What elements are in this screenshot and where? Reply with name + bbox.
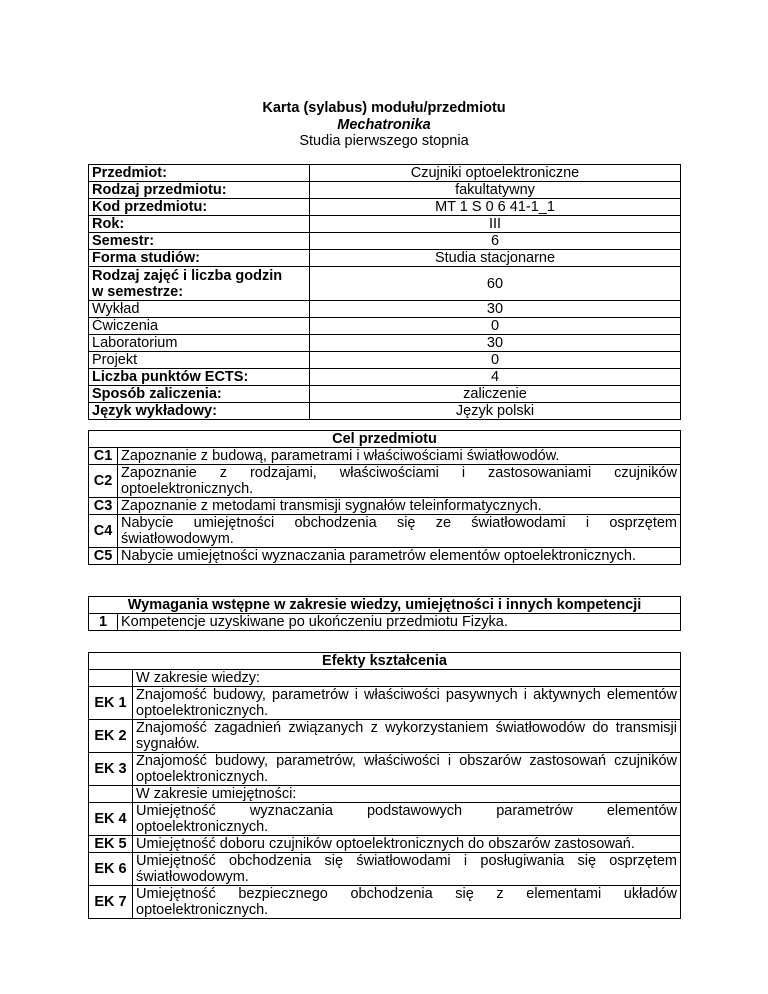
item-code: EK 7: [89, 886, 133, 919]
info-label: Liczba punktów ECTS:: [89, 369, 310, 386]
item-text: Umiejętność bezpiecznego obchodzenia się z elementami układów optoelektronicznych.: [133, 886, 681, 919]
info-value: Studia stacjonarne: [310, 250, 681, 267]
goal-row: [89, 515, 681, 548]
info-value: Język polski: [310, 403, 681, 420]
outcome-row: [89, 886, 681, 919]
info-label: Wykład: [89, 301, 310, 318]
item-code: EK 2: [89, 720, 133, 753]
info-value: 4: [310, 369, 681, 386]
info-label: Laboratorium: [89, 335, 310, 352]
info-row: [89, 369, 681, 386]
info-label: Przedmiot:: [89, 165, 310, 182]
item-text: Znajomość budowy, parametrów, właściwości i obszarów zastosowań czujników optoelektronicznych.: [133, 753, 681, 786]
requirement-row: [89, 614, 681, 631]
item-code: EK 6: [89, 853, 133, 886]
item-code: EK 1: [89, 687, 133, 720]
goal-row: [89, 498, 681, 515]
info-value: zaliczenie: [310, 386, 681, 403]
info-label: Rok:: [89, 216, 310, 233]
outcome-row: [89, 753, 681, 786]
item-text: Zapoznanie z metodami transmisji sygnałów teleinformatycznych.: [118, 498, 681, 515]
info-label: Ćwiczenia: [89, 318, 310, 335]
info-row: [89, 403, 681, 420]
info-row: [89, 250, 681, 267]
item-code: EK 5: [89, 836, 133, 853]
item-code: C5: [89, 548, 118, 565]
info-row: [89, 182, 681, 199]
info-value: 0: [310, 352, 681, 369]
info-value: III: [310, 216, 681, 233]
goal-row: [89, 448, 681, 465]
info-label: Sposób zaliczenia:: [89, 386, 310, 403]
info-row: [89, 267, 681, 301]
info-row: [89, 165, 681, 182]
info-label: Język wykładowy:: [89, 403, 310, 420]
item-text: Zapoznanie z budową, parametrami i właściwościami światłowodów.: [118, 448, 681, 465]
item-text: Nabycie umiejętności wyznaczania parametrów elementów optoelektronicznych.: [118, 548, 681, 565]
info-value: MT 1 S 0 6 41-1_1: [310, 199, 681, 216]
item-text: Umiejętność obchodzenia się światłowodami i posługiwania się osprzętem światłowodowym.: [133, 853, 681, 886]
item-code: C3: [89, 498, 118, 515]
outcome-row: [89, 803, 681, 836]
item-code: C4: [89, 515, 118, 548]
item-text: Znajomość zagadnień związanych z wykorzystaniem światłowodów do transmisji sygnałów.: [133, 720, 681, 753]
learning-outcomes-table: [88, 652, 681, 919]
outcome-code: [89, 786, 133, 803]
item-code: EK 3: [89, 753, 133, 786]
item-text: Kompetencje uzyskiwane po ukończeniu przedmiotu Fizyka.: [118, 614, 681, 631]
info-value: fakultatywny: [310, 182, 681, 199]
document-header: [0, 100, 768, 150]
item-text: Umiejętność wyznaczania podstawowych parametrów elementów optoelektronicznych.: [133, 803, 681, 836]
item-code: 1: [89, 614, 118, 631]
info-value: 60: [310, 267, 681, 301]
outcome-row: [89, 836, 681, 853]
outcome-row: [89, 853, 681, 886]
item-code: EK 4: [89, 803, 133, 836]
item-text: Zapoznanie z rodzajami, właściwościami i zastosowaniami czujników optoelektronicznych.: [118, 465, 681, 498]
info-value: 6: [310, 233, 681, 250]
info-label: Semestr:: [89, 233, 310, 250]
outcome-code: [89, 670, 133, 687]
syllabus-title: Karta (sylabus) modułu/przedmiotu: [262, 100, 506, 116]
info-value: 30: [310, 301, 681, 318]
info-value: 0: [310, 318, 681, 335]
info-value: Czujniki optoelektroniczne: [310, 165, 681, 182]
requirements-title: Wymagania wstępne w zakresie wiedzy, umiejętności i innych kompetencji: [89, 597, 681, 614]
subject-name: Mechatronika: [337, 116, 431, 133]
item-code: C2: [89, 465, 118, 498]
info-label: Rodzaj przedmiotu:: [89, 182, 310, 199]
item-text: Znajomość budowy, parametrów i właściwości pasywnych i aktywnych elementów optoelektronicznych.: [133, 687, 681, 720]
item-text: Umiejętność doboru czujników optoelektronicznych do obszarów zastosowań.: [133, 836, 681, 853]
item-text: Nabycie umiejętności obchodzenia się ze światłowodami i osprzętem światłowodowym.: [118, 515, 681, 548]
info-label: Forma studiów:: [89, 250, 310, 267]
skills-header: W zakresie umiejętności:: [133, 786, 681, 803]
goals-title: Cel przedmiotu: [89, 431, 681, 448]
outcomes-title: Efekty kształcenia: [89, 653, 681, 670]
item-code: C1: [89, 448, 118, 465]
course-info-table: [88, 164, 681, 420]
info-row: [89, 335, 681, 352]
info-row: [89, 216, 681, 233]
info-label: Kod przedmiotu:: [89, 199, 310, 216]
info-label: Projekt: [89, 352, 310, 369]
knowledge-header: W zakresie wiedzy:: [133, 670, 681, 687]
info-row: [89, 318, 681, 335]
outcome-row: [89, 720, 681, 753]
info-row: [89, 233, 681, 250]
study-level: Studia pierwszego stopnia: [299, 133, 469, 149]
info-row: [89, 352, 681, 369]
info-label: Rodzaj zajęć i liczba godzin w semestrze:: [89, 267, 310, 301]
outcome-row: [89, 687, 681, 720]
goal-row: [89, 548, 681, 565]
info-row: [89, 199, 681, 216]
info-row: [89, 301, 681, 318]
goal-row: [89, 465, 681, 498]
info-row: [89, 386, 681, 403]
requirements-table: [88, 596, 681, 631]
course-goals-table: [88, 430, 681, 565]
info-value: 30: [310, 335, 681, 352]
